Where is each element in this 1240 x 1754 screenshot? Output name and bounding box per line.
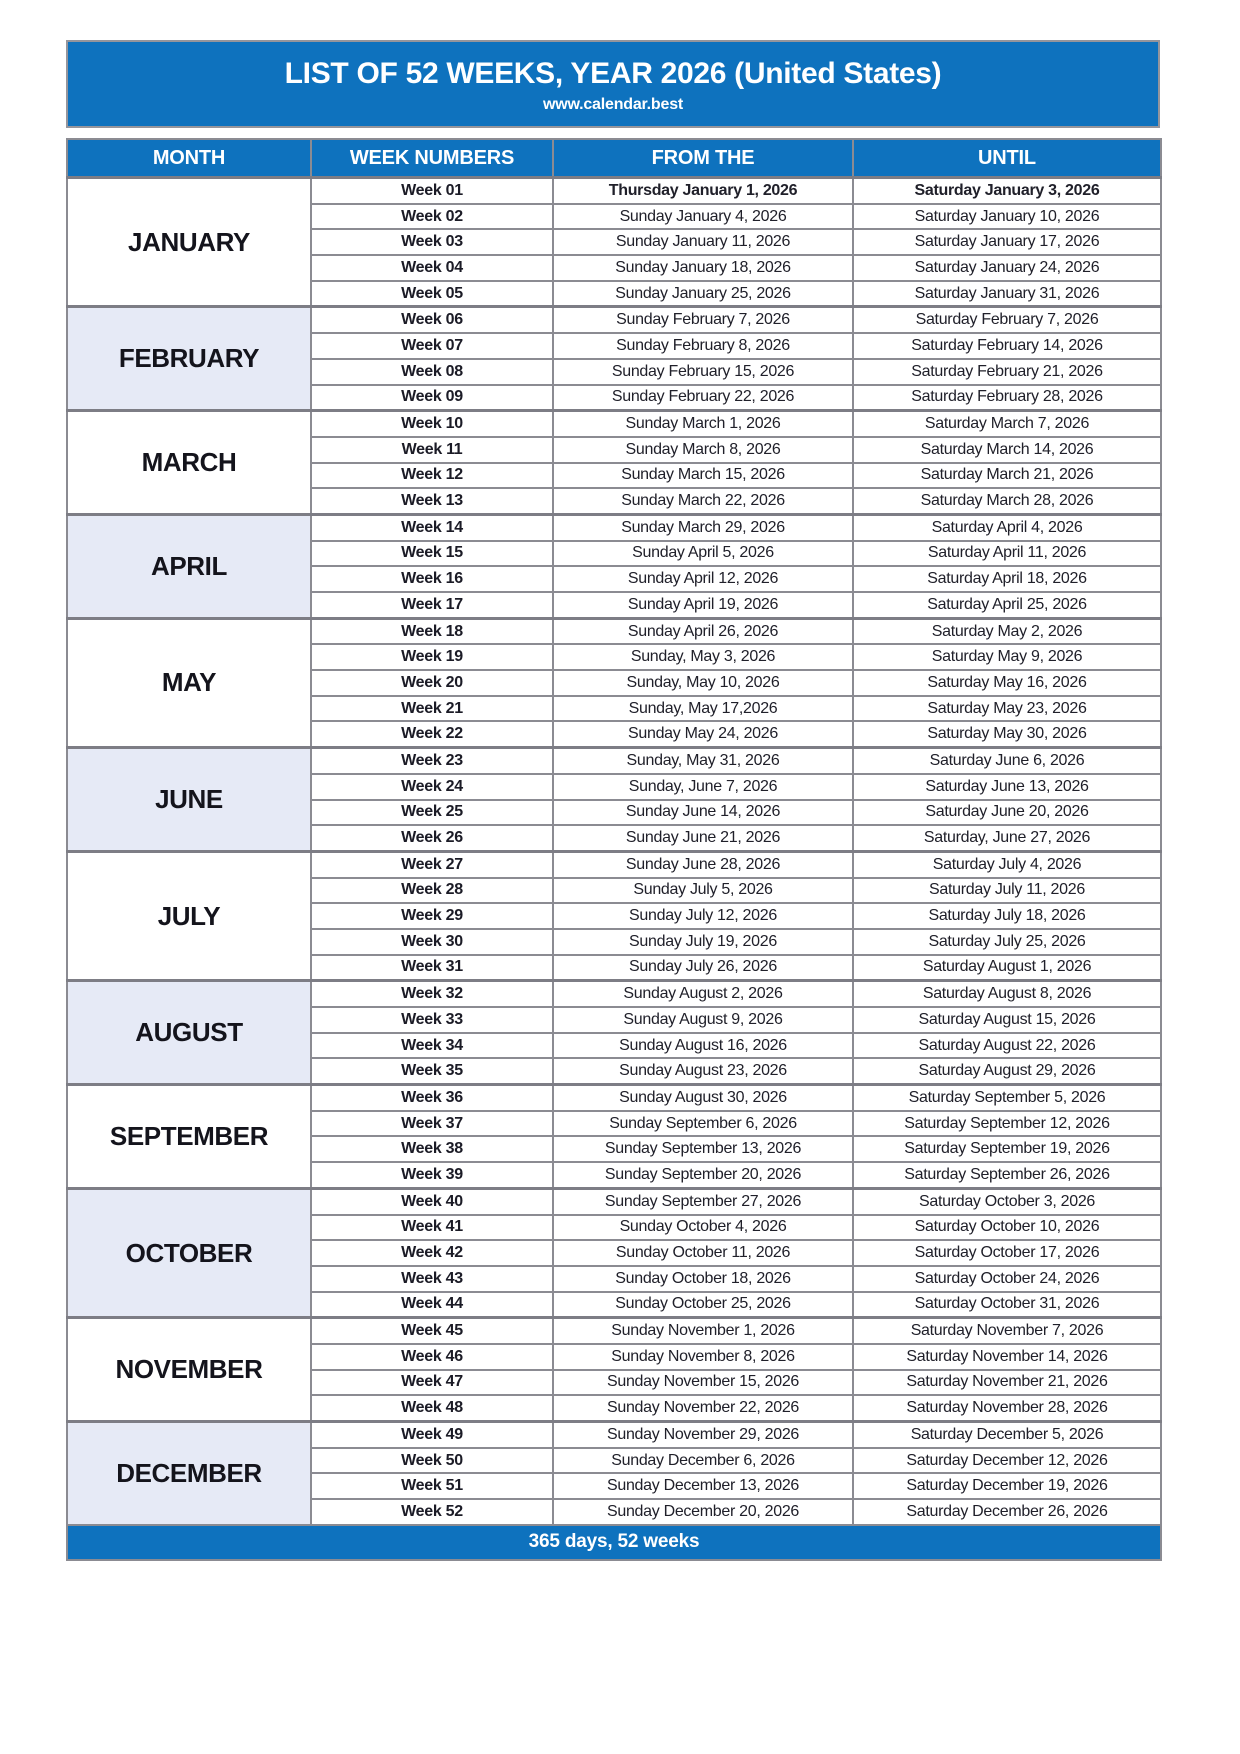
week-number: Week 35 (311, 1058, 553, 1084)
from-date: Sunday July 26, 2026 (553, 955, 853, 981)
until-date: Saturday January 10, 2026 (853, 204, 1161, 230)
from-date: Sunday October 18, 2026 (553, 1266, 853, 1292)
week-number: Week 50 (311, 1448, 553, 1474)
week-number: Week 38 (311, 1136, 553, 1162)
from-date: Sunday February 8, 2026 (553, 333, 853, 359)
from-date: Sunday November 1, 2026 (553, 1318, 853, 1344)
until-date: Saturday August 22, 2026 (853, 1033, 1161, 1059)
from-date: Sunday January 11, 2026 (553, 229, 853, 255)
month-cell-may: MAY (67, 618, 311, 747)
from-date: Sunday, May 10, 2026 (553, 670, 853, 696)
month-cell-november: NOVEMBER (67, 1318, 311, 1422)
from-date: Sunday March 22, 2026 (553, 488, 853, 514)
week-number: Week 49 (311, 1422, 553, 1448)
until-date: Saturday September 26, 2026 (853, 1162, 1161, 1188)
from-date: Sunday July 19, 2026 (553, 929, 853, 955)
week-row (67, 1085, 1161, 1111)
from-date: Sunday May 24, 2026 (553, 721, 853, 747)
until-date: Saturday July 25, 2026 (853, 929, 1161, 955)
from-date: Sunday December 6, 2026 (553, 1448, 853, 1474)
from-date: Sunday June 21, 2026 (553, 825, 853, 851)
week-number: Week 42 (311, 1240, 553, 1266)
week-number: Week 40 (311, 1188, 553, 1214)
week-number: Week 29 (311, 903, 553, 929)
until-date: Saturday August 8, 2026 (853, 981, 1161, 1007)
until-date: Saturday November 7, 2026 (853, 1318, 1161, 1344)
week-row (67, 1422, 1161, 1448)
until-date: Saturday June 6, 2026 (853, 748, 1161, 774)
month-cell-september: SEPTEMBER (67, 1085, 311, 1189)
week-number: Week 47 (311, 1370, 553, 1396)
week-number: Week 13 (311, 488, 553, 514)
from-date: Sunday December 20, 2026 (553, 1499, 853, 1525)
until-date: Saturday August 1, 2026 (853, 955, 1161, 981)
until-date: Saturday July 18, 2026 (853, 903, 1161, 929)
from-date: Sunday February 22, 2026 (553, 385, 853, 411)
month-cell-august: AUGUST (67, 981, 311, 1085)
week-number: Week 02 (311, 204, 553, 230)
from-date: Sunday June 14, 2026 (553, 800, 853, 826)
until-date: Saturday January 3, 2026 (853, 178, 1161, 204)
column-header-week-numbers: WEEK NUMBERS (311, 139, 553, 178)
week-number: Week 10 (311, 411, 553, 437)
week-number: Week 44 (311, 1292, 553, 1318)
from-date: Thursday January 1, 2026 (553, 178, 853, 204)
from-date: Sunday March 1, 2026 (553, 411, 853, 437)
week-number: Week 27 (311, 851, 553, 877)
calendar-sheet (66, 40, 1160, 1561)
week-number: Week 25 (311, 800, 553, 826)
month-cell-october: OCTOBER (67, 1188, 311, 1317)
week-number: Week 26 (311, 825, 553, 851)
week-number: Week 43 (311, 1266, 553, 1292)
week-number: Week 22 (311, 721, 553, 747)
until-date: Saturday August 15, 2026 (853, 1007, 1161, 1033)
until-date: Saturday February 7, 2026 (853, 307, 1161, 333)
from-date: Sunday November 15, 2026 (553, 1370, 853, 1396)
week-number: Week 24 (311, 774, 553, 800)
until-date: Saturday July 4, 2026 (853, 851, 1161, 877)
week-number: Week 01 (311, 178, 553, 204)
week-number: Week 16 (311, 566, 553, 592)
from-date: Sunday October 4, 2026 (553, 1215, 853, 1241)
week-row (67, 307, 1161, 333)
week-row (67, 851, 1161, 877)
week-number: Week 32 (311, 981, 553, 1007)
from-date: Sunday April 26, 2026 (553, 618, 853, 644)
week-row (67, 981, 1161, 1007)
until-date: Saturday August 29, 2026 (853, 1058, 1161, 1084)
from-date: Sunday June 28, 2026 (553, 851, 853, 877)
until-date: Saturday April 25, 2026 (853, 592, 1161, 618)
week-number: Week 36 (311, 1085, 553, 1111)
week-number: Week 12 (311, 463, 553, 489)
week-number: Week 19 (311, 644, 553, 670)
week-number: Week 07 (311, 333, 553, 359)
until-date: Saturday December 19, 2026 (853, 1473, 1161, 1499)
from-date: Sunday January 4, 2026 (553, 204, 853, 230)
week-number: Week 09 (311, 385, 553, 411)
month-cell-june: JUNE (67, 748, 311, 852)
until-date: Saturday January 31, 2026 (853, 281, 1161, 307)
footer-summary: 365 days, 52 weeks (67, 1525, 1161, 1560)
until-date: Saturday February 21, 2026 (853, 359, 1161, 385)
week-number: Week 48 (311, 1395, 553, 1421)
from-date: Sunday February 7, 2026 (553, 307, 853, 333)
until-date: Saturday May 2, 2026 (853, 618, 1161, 644)
until-date: Saturday March 7, 2026 (853, 411, 1161, 437)
week-number: Week 15 (311, 541, 553, 567)
from-date: Sunday November 22, 2026 (553, 1395, 853, 1421)
page-title: LIST OF 52 WEEKS, YEAR 2026 (United States) (284, 57, 942, 90)
from-date: Sunday, May 31, 2026 (553, 748, 853, 774)
week-number: Week 31 (311, 955, 553, 981)
until-date: Saturday November 21, 2026 (853, 1370, 1161, 1396)
week-number: Week 39 (311, 1162, 553, 1188)
until-date: Saturday November 28, 2026 (853, 1395, 1161, 1421)
from-date: Sunday March 15, 2026 (553, 463, 853, 489)
title-band (66, 40, 1160, 128)
from-date: Sunday September 20, 2026 (553, 1162, 853, 1188)
weeks-table (66, 138, 1162, 1561)
week-number: Week 20 (311, 670, 553, 696)
week-number: Week 21 (311, 696, 553, 722)
week-row (67, 1318, 1161, 1344)
month-cell-april: APRIL (67, 514, 311, 618)
until-date: Saturday September 19, 2026 (853, 1136, 1161, 1162)
from-date: Sunday April 12, 2026 (553, 566, 853, 592)
week-number: Week 28 (311, 878, 553, 904)
until-date: Saturday May 9, 2026 (853, 644, 1161, 670)
until-date: Saturday February 28, 2026 (853, 385, 1161, 411)
from-date: Sunday, May 3, 2026 (553, 644, 853, 670)
until-date: Saturday September 5, 2026 (853, 1085, 1161, 1111)
until-date: Saturday September 12, 2026 (853, 1111, 1161, 1137)
until-date: Saturday October 17, 2026 (853, 1240, 1161, 1266)
week-number: Week 06 (311, 307, 553, 333)
week-number: Week 03 (311, 229, 553, 255)
from-date: Sunday April 5, 2026 (553, 541, 853, 567)
from-date: Sunday April 19, 2026 (553, 592, 853, 618)
week-number: Week 41 (311, 1215, 553, 1241)
from-date: Sunday January 25, 2026 (553, 281, 853, 307)
month-cell-july: JULY (67, 851, 311, 980)
until-date: Saturday January 17, 2026 (853, 229, 1161, 255)
until-date: Saturday November 14, 2026 (853, 1344, 1161, 1370)
from-date: Sunday October 11, 2026 (553, 1240, 853, 1266)
week-number: Week 14 (311, 514, 553, 540)
table-footer-row (67, 1525, 1161, 1560)
week-number: Week 18 (311, 618, 553, 644)
weeks-table-body (67, 178, 1161, 1525)
week-number: Week 23 (311, 748, 553, 774)
from-date: Sunday December 13, 2026 (553, 1473, 853, 1499)
week-number: Week 05 (311, 281, 553, 307)
week-row (67, 1188, 1161, 1214)
column-header-month: MONTH (67, 139, 311, 178)
site-url: www.calendar.best (542, 96, 684, 113)
from-date: Sunday January 18, 2026 (553, 255, 853, 281)
week-row (67, 411, 1161, 437)
from-date: Sunday August 16, 2026 (553, 1033, 853, 1059)
until-date: Saturday April 18, 2026 (853, 566, 1161, 592)
column-header-from-the: FROM THE (553, 139, 853, 178)
until-date: Saturday March 14, 2026 (853, 437, 1161, 463)
from-date: Sunday November 8, 2026 (553, 1344, 853, 1370)
month-cell-january: JANUARY (67, 178, 311, 307)
until-date: Saturday April 4, 2026 (853, 514, 1161, 540)
week-row (67, 178, 1161, 204)
from-date: Sunday November 29, 2026 (553, 1422, 853, 1448)
week-number: Week 37 (311, 1111, 553, 1137)
month-cell-february: FEBRUARY (67, 307, 311, 411)
week-number: Week 34 (311, 1033, 553, 1059)
from-date: Sunday, May 17,2026 (553, 696, 853, 722)
until-date: Saturday December 5, 2026 (853, 1422, 1161, 1448)
week-number: Week 30 (311, 929, 553, 955)
week-number: Week 11 (311, 437, 553, 463)
until-date: Saturday April 11, 2026 (853, 541, 1161, 567)
until-date: Saturday March 28, 2026 (853, 488, 1161, 514)
until-date: Saturday June 20, 2026 (853, 800, 1161, 826)
from-date: Sunday, June 7, 2026 (553, 774, 853, 800)
from-date: Sunday March 29, 2026 (553, 514, 853, 540)
until-date: Saturday May 16, 2026 (853, 670, 1161, 696)
from-date: Sunday September 13, 2026 (553, 1136, 853, 1162)
week-row (67, 748, 1161, 774)
from-date: Sunday September 27, 2026 (553, 1188, 853, 1214)
from-date: Sunday March 8, 2026 (553, 437, 853, 463)
from-date: Sunday September 6, 2026 (553, 1111, 853, 1137)
until-date: Saturday, June 27, 2026 (853, 825, 1161, 851)
until-date: Saturday October 3, 2026 (853, 1188, 1161, 1214)
week-number: Week 51 (311, 1473, 553, 1499)
month-cell-march: MARCH (67, 411, 311, 515)
until-date: Saturday October 24, 2026 (853, 1266, 1161, 1292)
week-number: Week 33 (311, 1007, 553, 1033)
week-number: Week 46 (311, 1344, 553, 1370)
until-date: Saturday July 11, 2026 (853, 878, 1161, 904)
until-date: Saturday January 24, 2026 (853, 255, 1161, 281)
until-date: Saturday March 21, 2026 (853, 463, 1161, 489)
from-date: Sunday August 23, 2026 (553, 1058, 853, 1084)
from-date: Sunday August 9, 2026 (553, 1007, 853, 1033)
until-date: Saturday May 23, 2026 (853, 696, 1161, 722)
until-date: Saturday February 14, 2026 (853, 333, 1161, 359)
week-number: Week 45 (311, 1318, 553, 1344)
month-cell-december: DECEMBER (67, 1422, 311, 1525)
until-date: Saturday December 26, 2026 (853, 1499, 1161, 1525)
column-header-until: UNTIL (853, 139, 1161, 178)
until-date: Saturday June 13, 2026 (853, 774, 1161, 800)
from-date: Sunday July 5, 2026 (553, 878, 853, 904)
until-date: Saturday October 10, 2026 (853, 1215, 1161, 1241)
week-number: Week 04 (311, 255, 553, 281)
week-row (67, 618, 1161, 644)
from-date: Sunday August 30, 2026 (553, 1085, 853, 1111)
until-date: Saturday October 31, 2026 (853, 1292, 1161, 1318)
week-row (67, 514, 1161, 540)
until-date: Saturday December 12, 2026 (853, 1448, 1161, 1474)
from-date: Sunday July 12, 2026 (553, 903, 853, 929)
week-number: Week 17 (311, 592, 553, 618)
until-date: Saturday May 30, 2026 (853, 721, 1161, 747)
week-number: Week 08 (311, 359, 553, 385)
from-date: Sunday October 25, 2026 (553, 1292, 853, 1318)
from-date: Sunday August 2, 2026 (553, 981, 853, 1007)
table-header-row (67, 139, 1161, 178)
week-number: Week 52 (311, 1499, 553, 1525)
from-date: Sunday February 15, 2026 (553, 359, 853, 385)
